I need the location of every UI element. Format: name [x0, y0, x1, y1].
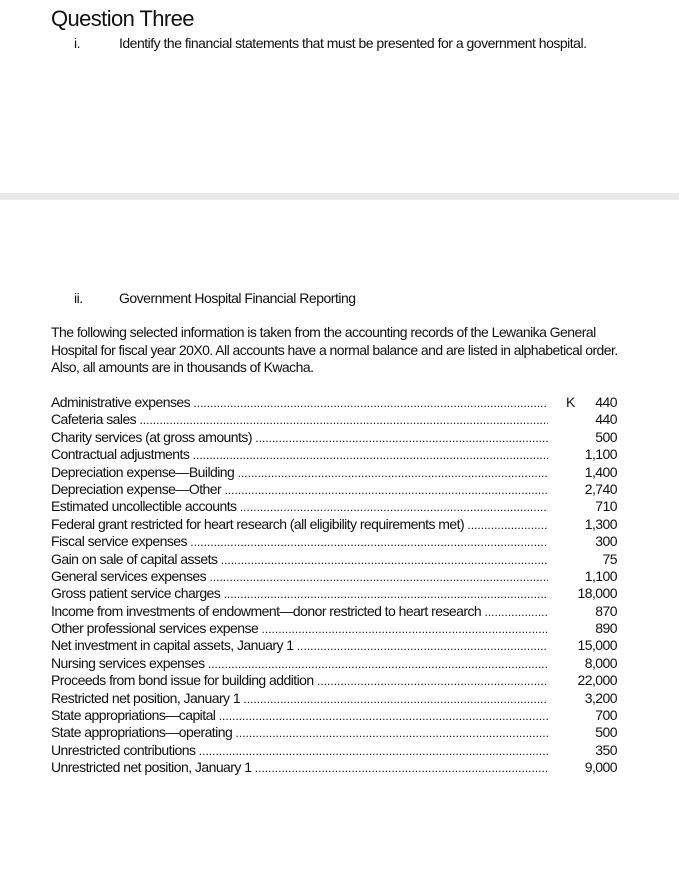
- account-amount: 890: [595, 620, 617, 637]
- account-label: Restricted net position, January 1 .....: [51, 690, 548, 706]
- account-label: Proceeds from bond issue for building addition .....: [51, 672, 548, 688]
- account-row: [51, 672, 621, 689]
- account-amount: 8,000: [584, 654, 617, 671]
- account-row: [51, 429, 621, 446]
- account-label: Gross patient service charges .....: [51, 585, 548, 601]
- account-amount: 75: [602, 550, 617, 567]
- account-amount: 1,100: [584, 446, 617, 463]
- account-row: [51, 446, 621, 463]
- account-row: [51, 637, 621, 654]
- account-row: [51, 742, 621, 759]
- account-row: [51, 464, 621, 481]
- account-row: [51, 516, 621, 533]
- account-label: Unrestricted net position, January 1 .....: [51, 759, 548, 775]
- part-ii-title: Government Hospital Financial Reporting: [119, 290, 356, 306]
- account-row: [51, 759, 621, 776]
- account-row: [51, 481, 621, 498]
- account-amount: 1,100: [584, 567, 617, 584]
- account-amount: 350: [595, 741, 617, 758]
- account-label: State appropriations—capital .....: [51, 707, 548, 723]
- account-amount: 3,200: [584, 689, 617, 706]
- account-label: State appropriations—operating .....: [51, 724, 548, 740]
- account-row: [51, 655, 621, 672]
- intro-paragraph: The following selected information is taken from the accounting records of the Lewanika General Hospital for fiscal year 20X0. All accounts have a normal balance and are listed in alphabetical order. Also, all amounts are in thousands of Kwacha.: [51, 324, 618, 375]
- account-amount: 440: [595, 394, 617, 410]
- part-i-number: i.: [74, 35, 80, 51]
- account-row: [51, 411, 621, 428]
- account-row: [51, 585, 621, 602]
- account-label: Charity services (at gross amounts) .....: [51, 429, 548, 445]
- account-label: Depreciation expense—Building .....: [51, 464, 548, 480]
- page-break: [0, 193, 679, 200]
- account-label: Contractual adjustments .....: [51, 446, 548, 462]
- part-i-text: Identify the financial statements that must be presented for a government hospital.: [119, 35, 587, 51]
- account-label: Cafeteria sales .....: [51, 411, 548, 427]
- account-label: Gain on sale of capital assets .....: [51, 551, 548, 567]
- account-label: Administrative expenses .....: [51, 394, 548, 410]
- account-row: [51, 394, 621, 411]
- account-amount: 1,300: [584, 515, 617, 532]
- account-label: Unrestricted contributions .....: [51, 742, 548, 758]
- part-ii-number: ii.: [74, 290, 83, 306]
- account-amount: 9,000: [584, 759, 617, 776]
- account-label: Fiscal service expenses .....: [51, 533, 548, 549]
- account-row: [51, 551, 621, 568]
- question-title: Question Three: [51, 6, 194, 31]
- account-label: Depreciation expense—Other .....: [51, 481, 548, 497]
- account-amount: 300: [595, 533, 617, 550]
- account-row: [51, 533, 621, 550]
- account-amount: 700: [595, 707, 617, 724]
- account-amount: 500: [595, 724, 617, 741]
- account-amount: 870: [595, 602, 617, 619]
- account-row: [51, 568, 621, 585]
- account-amount: 1,400: [584, 463, 617, 480]
- account-label: Income from investments of endowment—donor restricted to heart research .....: [51, 603, 548, 619]
- account-amount: 500: [595, 428, 617, 445]
- account-amount: 710: [595, 498, 617, 515]
- currency-symbol: K: [566, 394, 575, 410]
- account-amount: 440: [595, 411, 617, 428]
- account-row: [51, 620, 621, 637]
- account-row: [51, 603, 621, 620]
- accounts-list: [51, 394, 621, 777]
- account-amount: 18,000: [577, 585, 617, 602]
- account-row: [51, 707, 621, 724]
- account-label: General services expenses .....: [51, 568, 548, 584]
- account-row: [51, 690, 621, 707]
- account-label: Net investment in capital assets, January 1 .....: [51, 637, 548, 653]
- account-label: Other professional services expense .....: [51, 620, 548, 636]
- account-amount: 2,740: [584, 480, 617, 497]
- account-row: [51, 724, 621, 741]
- account-amount: 22,000: [577, 672, 617, 689]
- account-label: Nursing services expenses .....: [51, 655, 548, 671]
- account-amount: 15,000: [577, 637, 617, 654]
- account-label: Estimated uncollectible accounts .....: [51, 498, 548, 514]
- account-row: [51, 498, 621, 515]
- account-label: Federal grant restricted for heart research (all eligibility requirements met) .....: [51, 516, 548, 532]
